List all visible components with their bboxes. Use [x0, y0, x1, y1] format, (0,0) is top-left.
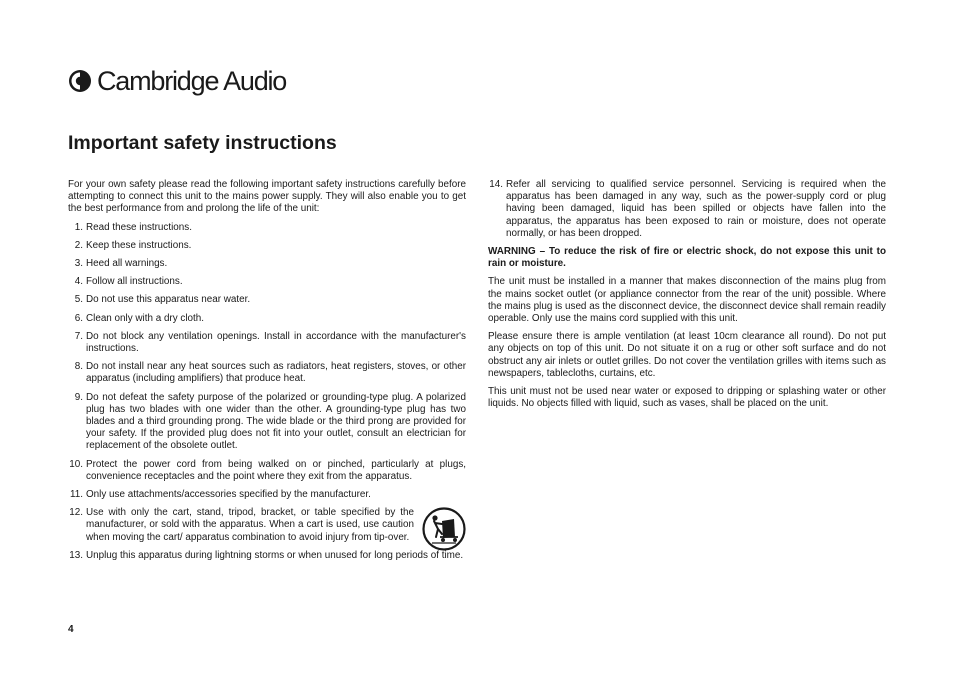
instruction-number: 14. [489, 179, 503, 190]
page-number: 4 [68, 624, 74, 635]
instruction-item [68, 276, 466, 288]
instruction-text: Read these instructions. [86, 221, 192, 233]
instruction-text: Refer all servicing to qualified service personnel. Servicing is required when the apparatus has been damaged in any way, such as the power-supply cord or plug having been damaged, liquid has been spilled or objects have fallen into the apparatus, the apparatus has been exposed to rain or moisture, does not operate normally, or has been dropped. [506, 179, 886, 239]
instruction-number: 12. [69, 507, 83, 519]
instruction-number: 13. [69, 549, 83, 561]
instruction-item [488, 179, 886, 240]
instruction-item [68, 550, 466, 562]
ventilation-paragraph: Please ensure there is ample ventilation (at least 10cm clearance all round). Do not put any objects on top of this unit. Do not situate it on a rug or other soft surface and do not obstruct any air inlets or outlet grilles. Do not cover the ventilation grilles with items such as newspapers, tablecloths, curtains, etc. [488, 331, 886, 379]
instruction-number: 4. [74, 276, 83, 288]
left-column [68, 179, 466, 568]
instruction-text: Follow all instructions. [86, 276, 183, 288]
instruction-number: 3. [74, 258, 83, 270]
instruction-item [68, 489, 466, 501]
instruction-item [68, 313, 466, 325]
instruction-text: Use with only the cart, stand, tripod, bracket, or table specified by the manufacturer, or sold with the apparatus. When a cart is used, use caution when moving the cart/ apparatus combination to avoid injury from tip-over. [86, 507, 414, 543]
brand-logo [68, 66, 286, 96]
instruction-text: Only use attachments/accessories specified by the manufacturer. [86, 489, 371, 501]
installation-paragraph: The unit must be installed in a manner that makes disconnection of the mains plug from the mains socket outlet (or appliance connector from the rear of the unit) possible. Where the mains plug is used as the disconnect device, the disconnect device shall remain readily operable. Only use the mains cord supplied with this unit. [488, 276, 886, 325]
instruction-number: 11. [70, 489, 83, 501]
instruction-number: 1. [74, 221, 83, 233]
warning-label: WARNING [488, 246, 536, 258]
instruction-number: 5. [74, 294, 83, 306]
instruction-text: Clean only with a dry cloth. [86, 312, 205, 324]
instruction-item [68, 240, 466, 252]
instruction-item [68, 222, 466, 234]
instruction-item [68, 507, 466, 544]
instruction-text: Keep these instructions. [86, 239, 192, 251]
cart-tip-over-warning-icon [422, 507, 466, 551]
instruction-number: 9. [74, 391, 83, 403]
instruction-text: Do not defeat the safety purpose of the polarized or grounding-type plug. A polarized plug has two blades with one wider than the other. A grounding-type plug has two blades and a third grounding prong. The wide blade or the third prong are provided for your safety. If the provided plug does not fit into your outlet, consult an electrician for replacement of the obsolete outlet. [86, 391, 466, 452]
instruction-item [68, 392, 466, 453]
page-title: Important safety instructions [68, 132, 337, 154]
water-paragraph: This unit must not be used near water or exposed to dripping or splashing water or other liquids. No objects filled with liquid, such as vases, shall be placed on the unit. [488, 386, 886, 410]
cambridge-audio-logo-icon [68, 69, 92, 93]
instruction-list [68, 222, 466, 562]
instruction-number: 2. [74, 239, 83, 251]
instruction-item [68, 258, 466, 270]
instruction-text: Do not use this apparatus near water. [86, 294, 251, 306]
instruction-text: Do not install near any heat sources such as radiators, heat registers, stoves, or other apparatus (including amplifiers) that produce heat. [86, 361, 466, 385]
instruction-item [68, 459, 466, 483]
instruction-number: 10. [69, 458, 83, 470]
brand-name: Cambridge Audio [97, 66, 287, 96]
instruction-number: 8. [74, 361, 83, 373]
instruction-text: Unplug this apparatus during lightning storms or when unused for long periods of time. [86, 549, 464, 561]
instruction-number: 7. [74, 330, 83, 342]
instruction-item [68, 294, 466, 306]
instruction-number: 6. [74, 312, 83, 324]
instruction-text: Do not block any ventilation openings. Install in accordance with the manufacturer's instructions. [86, 330, 466, 355]
warning-paragraph [488, 246, 886, 270]
warning-text: – To reduce the risk of fire or electric shock, do not expose this unit to rain or moisture. [488, 246, 886, 270]
instruction-item [68, 361, 466, 385]
instruction-text: Protect the power cord from being walked on or pinched, particularly at plugs, convenience receptacles and the point where they exit from the apparatus. [86, 458, 466, 482]
intro-paragraph: For your own safety please read the following important safety instructions carefully before attempting to connect this unit to the mains power supply. They will also enable you to get the best performance from and prolong the life of the unit: [68, 179, 466, 215]
instruction-text: Heed all warnings. [86, 258, 168, 270]
instruction-item [68, 331, 466, 355]
right-column [488, 179, 886, 416]
